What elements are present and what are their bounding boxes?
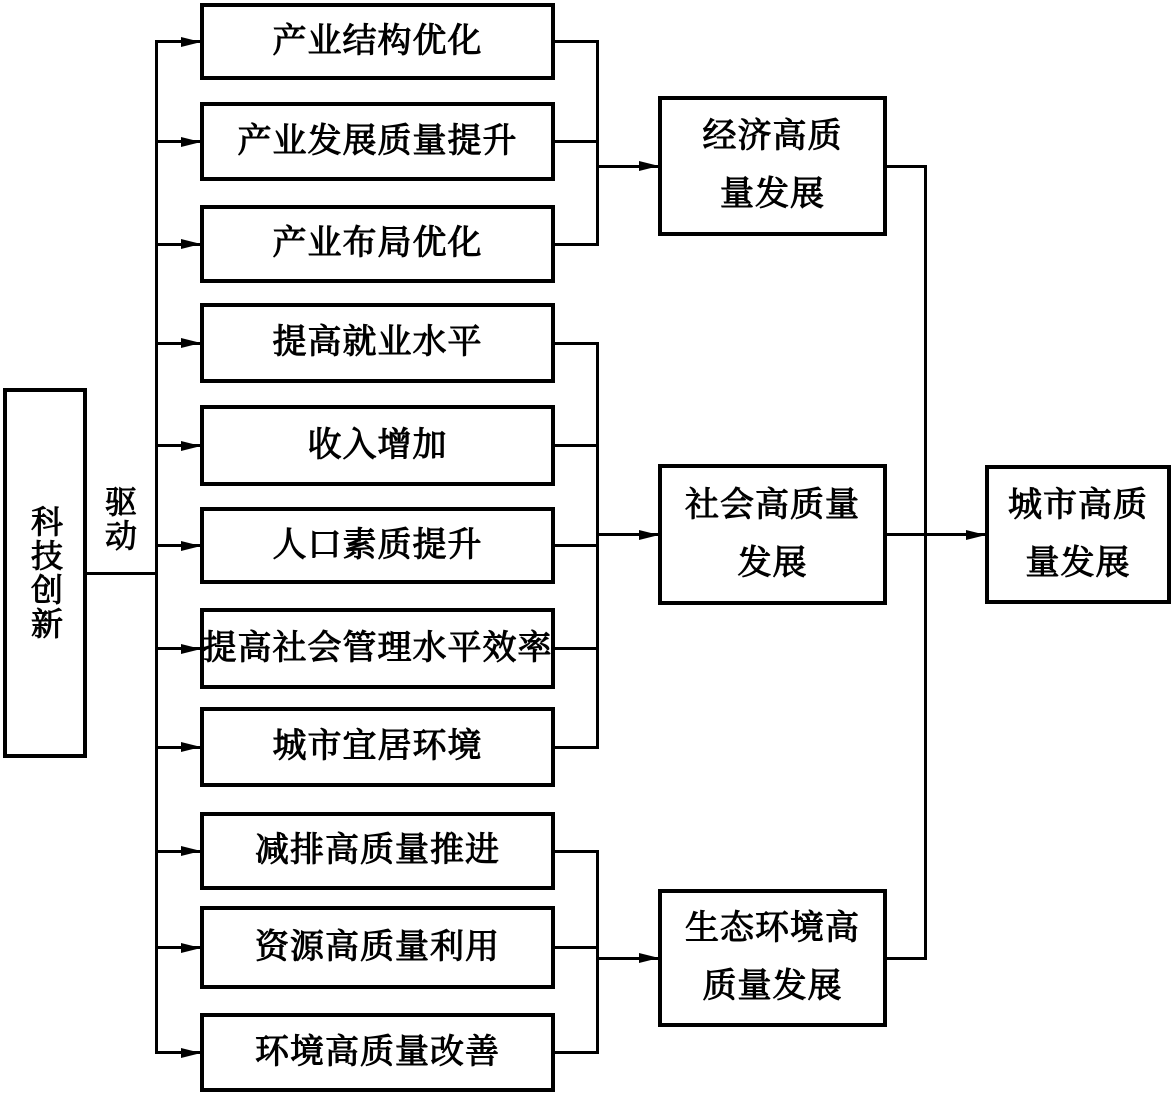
edge-out-income-increase (555, 444, 597, 447)
arrowhead-environment-improvement (181, 1048, 201, 1058)
node-ecological-hq-development-label: 生态环境高 (685, 910, 860, 948)
edge-out-urban-livable-environment (555, 746, 597, 749)
distributor-line (155, 40, 158, 1054)
node-industry-quality-improvement-text (238, 113, 518, 171)
node-economic-hq-development-label: 量发展 (720, 176, 825, 213)
node-urban-livable-environment-label: 城市宜居环境 (272, 728, 483, 766)
node-economic-hq-development (658, 96, 887, 236)
arrowhead-resource-utilization (181, 943, 201, 953)
arrowhead-industry-structure-optimization (181, 37, 201, 47)
node-economic-hq-development-label: 经济高质 (702, 118, 843, 156)
edge-out-social-hq-development (887, 533, 925, 536)
edge-out-emission-reduction (555, 850, 597, 853)
node-ecological-hq-development-text (685, 900, 860, 1016)
node-population-quality-text (273, 517, 483, 575)
node-tech-innovation (3, 388, 87, 758)
node-urban-livable-environment-text (273, 718, 483, 776)
node-social-hq-development-label: 发展 (737, 544, 808, 582)
arrowhead-emission-reduction (181, 846, 201, 856)
arrowhead-ecological-hq-development (639, 953, 659, 963)
edge-out-ecological-hq-development (887, 957, 925, 960)
arrowhead-social-management-efficiency (181, 644, 201, 654)
node-ecological-hq-development (658, 889, 887, 1027)
node-environment-improvement-label: 环境高质量改善 (255, 1033, 500, 1071)
node-population-quality-label: 人口素质提升 (272, 526, 483, 564)
node-tech-innovation-label: 科技创新 (27, 505, 63, 641)
node-industry-quality-improvement (200, 102, 555, 181)
node-resource-utilization-label: 资源高质量利用 (255, 928, 500, 966)
node-income-increase-label: 收入增加 (307, 426, 448, 464)
edge-out-resource-utilization (555, 946, 597, 949)
node-social-management-efficiency-text (203, 620, 553, 678)
edge-out-population-quality (555, 544, 597, 547)
node-industry-quality-improvement-label: 产业发展质量提升 (237, 122, 518, 160)
node-economic-hq-development-text (703, 108, 843, 224)
edge-out-industry-structure-optimization (555, 40, 597, 43)
node-industry-structure-optimization-text (273, 13, 483, 71)
node-social-hq-development-text (685, 477, 860, 593)
node-tech-innovation-text (29, 505, 61, 641)
node-income-increase-text (308, 417, 448, 475)
node-population-quality (200, 507, 555, 584)
edge-label-drive-text: 驱动 (101, 485, 137, 553)
arrowhead-urban-livable-environment (181, 742, 201, 752)
node-urban-hq-development (985, 465, 1171, 604)
node-social-management-efficiency (200, 608, 555, 689)
node-ecological-hq-development-label: 质量发展 (702, 968, 843, 1005)
node-employment-level-label: 提高就业水平 (272, 324, 483, 362)
edge-out-social-management-efficiency (555, 647, 597, 650)
node-industry-layout-optimization (200, 205, 555, 283)
node-emission-reduction-label: 减排高质量推进 (255, 832, 500, 870)
node-industry-structure-optimization-label: 产业结构优化 (272, 22, 483, 60)
node-social-hq-development (658, 464, 887, 605)
node-urban-hq-development-label: 量发展 (1025, 544, 1131, 582)
node-social-management-efficiency-label: 提高社会管理水平效率 (202, 629, 553, 667)
node-environment-improvement (200, 1013, 555, 1092)
node-industry-structure-optimization (200, 3, 555, 80)
arrowhead-population-quality (181, 541, 201, 551)
edge-out-environment-improvement (555, 1051, 597, 1054)
arrowhead-urban-hq-development (966, 530, 986, 540)
node-urban-hq-development-text (1008, 477, 1148, 593)
arrowhead-employment-level (181, 338, 201, 348)
arrowhead-industry-layout-optimization (181, 239, 201, 249)
node-social-hq-development-label: 社会高质量 (685, 486, 860, 524)
edge-label-drive (96, 482, 142, 556)
collector-group-1 (596, 342, 599, 749)
edge-out-industry-layout-optimization (555, 243, 597, 246)
right-collector-line (924, 165, 927, 960)
edge-out-economic-hq-development (887, 165, 925, 168)
node-industry-layout-optimization-text (273, 215, 483, 273)
node-emission-reduction (200, 812, 555, 890)
node-employment-level-text (273, 314, 483, 372)
collector-group-0 (596, 40, 599, 246)
edge-source-to-distributor (85, 572, 156, 575)
node-income-increase (200, 405, 555, 486)
node-employment-level (200, 303, 555, 383)
node-urban-hq-development-label: 城市高质 (1008, 486, 1148, 524)
arrowhead-social-hq-development (639, 530, 659, 540)
node-urban-livable-environment (200, 707, 555, 787)
collector-group-2 (596, 850, 599, 1055)
node-industry-layout-optimization-label: 产业布局优化 (272, 225, 483, 263)
node-environment-improvement-text (255, 1024, 500, 1082)
edge-out-employment-level (555, 342, 597, 345)
node-resource-utilization (200, 906, 555, 989)
node-resource-utilization-text (255, 919, 500, 977)
arrowhead-income-increase (181, 441, 201, 451)
node-emission-reduction-text (255, 822, 500, 880)
edge-out-industry-quality-improvement (555, 140, 597, 143)
arrowhead-economic-hq-development (639, 161, 659, 171)
arrowhead-industry-quality-improvement (181, 137, 201, 147)
